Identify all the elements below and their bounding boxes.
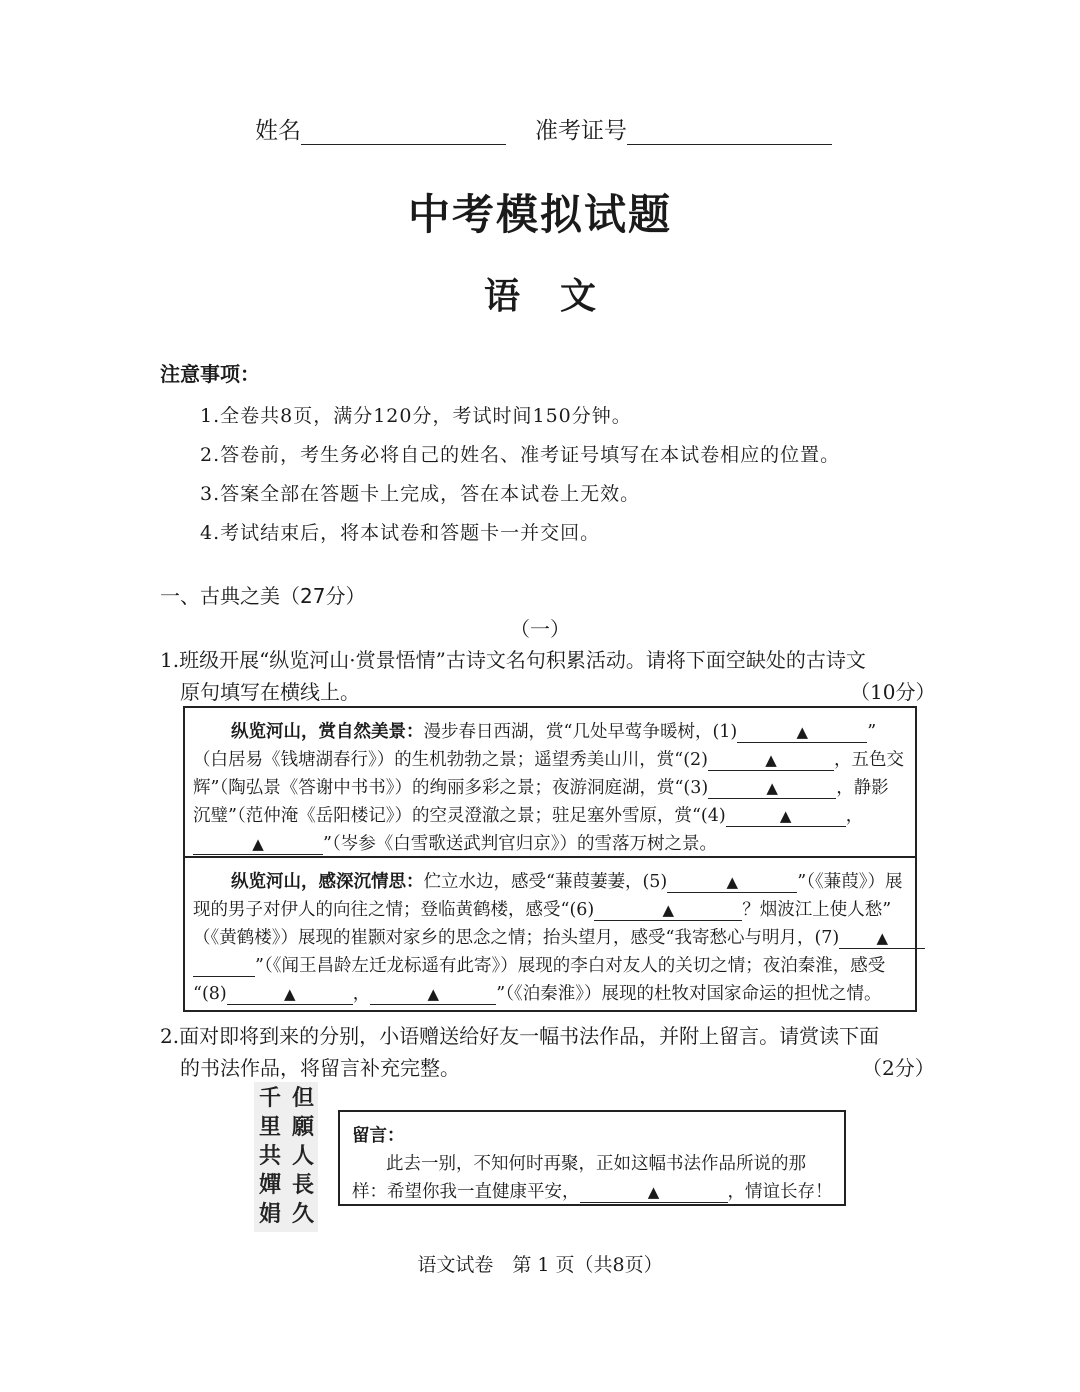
blank-7b[interactable] (193, 956, 255, 977)
section-title: 一、古典之美（27分） (160, 584, 366, 608)
exam-number-label: 准考证号 (535, 118, 627, 144)
box-text: （白居易《钱塘湖春行》）的生机勃勃之景；遥望秀美山川，赏“(2) (193, 750, 708, 770)
calligraphy-char: 願 (291, 1114, 314, 1140)
box-heading: 纵览河山，赏自然美景： (231, 722, 424, 742)
box-text: ， (845, 806, 864, 826)
notice-item: 4.考试结束后，将本试卷和答题卡一并交回。 (200, 522, 601, 544)
calligraphy-artwork (254, 1082, 318, 1232)
box-text: ”（《闻王昌龄左迁龙标遥有此寄》）展现的李白对友人的关切之情；夜泊秦淮，感受 (255, 956, 886, 976)
box-text: 现的男子对伊人的向往之情；登临黄鹤楼，感受“(6) (193, 900, 595, 920)
calligraphy-char: 里 (258, 1114, 281, 1140)
calligraphy-char: 但 (291, 1085, 314, 1111)
blank-7a[interactable]: ▲ (839, 928, 925, 949)
calligraphy-char: 娟 (258, 1201, 281, 1227)
calligraphy-char: 長 (291, 1172, 314, 1198)
box-text: ？烟波江上使人愁” (742, 900, 892, 920)
box-text: ”（《泊秦淮》）展现的杜牧对国家命运的担忧之情。 (496, 984, 882, 1004)
calligraphy-col-left (255, 1084, 285, 1229)
notice-item: 1.全卷共8页，满分120分，考试时间150分钟。 (200, 405, 632, 427)
blank-5[interactable]: ▲ (667, 872, 797, 893)
blank-8a[interactable]: ▲ (227, 984, 353, 1005)
calligraphy-char: 共 (258, 1143, 281, 1169)
part-heading: （一） (510, 617, 570, 641)
calligraphy-char: 久 (291, 1201, 314, 1227)
message-box (338, 1110, 846, 1206)
question-2-text: 2.面对即将到来的分别，小语赠送给好友一幅书法作品，并附上留言。请赏读下面 (160, 1024, 880, 1048)
blank-6[interactable]: ▲ (594, 900, 742, 921)
notice-item: 3.答案全部在答题卡上完成，答在本试卷上无效。 (200, 483, 641, 505)
question-2-text-cont: 的书法作品，将留言补充完整。 (180, 1056, 460, 1080)
name-field[interactable] (255, 112, 506, 145)
box-text: （《黄鹤楼》）展现的崔颢对家乡的思念之情；抬头望月，感受“我寄愁心与明月，(7) (193, 928, 840, 948)
box-text: 伫立水边，感受“蒹葭萋萋，(5) (423, 872, 668, 892)
fill-box-emotion (183, 857, 917, 1012)
exam-number-field[interactable] (535, 112, 832, 145)
fill-box-scenery (183, 706, 917, 858)
blank-4a[interactable]: ▲ (726, 806, 846, 827)
blank-1[interactable]: ▲ (737, 722, 867, 743)
question-1-score: （10分） (850, 680, 936, 704)
question-2-score: （2分） (862, 1056, 935, 1080)
box-text: 辉”（陶弘景《答谢中书书》）的绚丽多彩之景；夜游洞庭湖，赏“(3) (193, 778, 709, 798)
calligraphy-col-right (288, 1084, 318, 1229)
message-text: ，情谊长存！ (727, 1182, 833, 1202)
box-text: ，静影 (836, 778, 889, 798)
message-text: 样：希望你我一直健康平安， (352, 1182, 580, 1202)
question-1-text: 1.班级开展“纵览河山·赏景悟情”古诗文名句积累活动。请将下面空缺处的古诗文 (160, 648, 866, 672)
box-text: “(8) (193, 984, 227, 1004)
message-text-cont (352, 1178, 833, 1203)
exam-number-blank[interactable] (627, 120, 832, 145)
name-blank[interactable] (301, 120, 506, 145)
message-blank[interactable]: ▲ (580, 1182, 728, 1203)
box-text: ，五色交 (833, 750, 904, 770)
page-title: 中考模拟试题 (407, 190, 672, 239)
subject-title: 语文 (483, 276, 636, 317)
blank-4b[interactable]: ▲ (193, 834, 323, 855)
notice-item: 2.答卷前，考生务必将自己的姓名、准考证号填写在本试卷相应的位置。 (200, 444, 841, 466)
box-text: 沉璧”（范仲淹《岳阳楼记》）的空灵澄澈之景；驻足塞外雪原，赏“(4) (193, 806, 726, 826)
box-text: 漫步春日西湖，赏“几处早莺争暖树，(1) (423, 722, 738, 742)
calligraphy-char: 千 (258, 1085, 281, 1111)
box-text: ， (352, 984, 371, 1004)
message-text: 此去一别，不知何时再聚，正如这幅书法作品所说的那 (386, 1154, 806, 1174)
blank-8b[interactable]: ▲ (370, 984, 496, 1005)
calligraphy-char: 人 (291, 1143, 314, 1169)
blank-2[interactable]: ▲ (708, 750, 834, 771)
calligraphy-char: 嬋 (258, 1172, 281, 1198)
message-heading: 留言： (352, 1126, 405, 1146)
box-heading: 纵览河山，感深沉情思： (231, 872, 424, 892)
box-text: ”（《蒹葭》）展 (797, 872, 903, 892)
question-1-text-cont: 原句填写在横线上。 (180, 680, 360, 704)
box-text: ” (867, 722, 877, 742)
notice-heading: 注意事项： (160, 362, 260, 386)
blank-3[interactable]: ▲ (708, 778, 836, 799)
name-label: 姓名 (255, 118, 301, 144)
box-text: ”（岑参《白雪歌送武判官归京》）的雪落万树之景。 (323, 834, 717, 854)
page-footer: 语文试卷 第 1 页（共8页） (417, 1254, 663, 1276)
